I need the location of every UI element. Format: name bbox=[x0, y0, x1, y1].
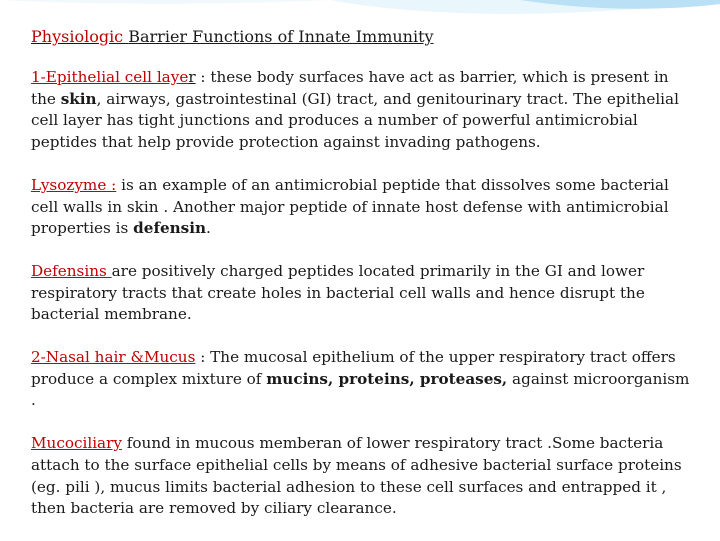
title-part-1: Physiologic bbox=[31, 27, 129, 46]
heading-epithelial: 1-Epithelial cell laye bbox=[31, 68, 189, 86]
title-part-2: Barrier Functions of Innate Immunity bbox=[128, 27, 434, 46]
heading-lysozyme: Lysozyme : bbox=[31, 175, 117, 194]
heading-defensins: Defensins bbox=[31, 261, 112, 280]
slide-title bbox=[31, 26, 691, 48]
slide-content bbox=[31, 26, 691, 541]
paragraph-text: , airways, gastrointestinal (GI) tract, and genitourinary tract. The epithelial cell layer has tight junctions and produces a number of powerful antimicrobial peptides that help provide protection against invading pathogens. bbox=[31, 89, 679, 152]
paragraph-lysozyme bbox=[31, 175, 691, 240]
paragraph-nasal bbox=[31, 347, 691, 412]
paragraph-epithelial bbox=[31, 67, 691, 154]
heading-epithelial-suffix: r bbox=[188, 68, 196, 86]
paragraph-text: : these body surfaces have act as barrier, which is present in the bbox=[31, 68, 669, 108]
heading-nasal: 2-Nasal hair &Mucus bbox=[31, 348, 196, 367]
paragraph-text: against microorganism . bbox=[31, 369, 690, 410]
paragraph-defensins bbox=[31, 261, 691, 326]
bold-term: mucins, proteins, proteases, bbox=[266, 369, 508, 388]
paragraph-text: : The mucosal epithelium of the upper respiratory tract offers produce a complex mixture of bbox=[31, 348, 676, 388]
paragraph-text: found in mucous memberan of lower respiratory tract .Some bacteria attach to the surface epithelial cells by means of adhesive bacterial surface proteins (eg. pili ), mucus limits bacterial adhesion to these cell surfaces and entrapped it , then bacteria are removed by ciliary clearance. bbox=[31, 434, 682, 518]
paragraph-text: is an example of an antimicrobial peptide that dissolves some bacterial cell walls in skin . Another major peptide of innate host defense with antimicrobial properties is bbox=[31, 175, 669, 238]
paragraph-mucociliary bbox=[31, 433, 691, 520]
bold-term: skin bbox=[60, 89, 97, 108]
heading-mucociliary: Mucociliary bbox=[31, 434, 122, 453]
paragraph-text: are positively charged peptides located primarily in the GI and lower respiratory tracts that create holes in bacterial cell walls and hence disrupt the bacterial membrane. bbox=[31, 261, 645, 324]
paragraph-text: . bbox=[206, 219, 211, 238]
bold-term: defensin bbox=[133, 219, 207, 238]
